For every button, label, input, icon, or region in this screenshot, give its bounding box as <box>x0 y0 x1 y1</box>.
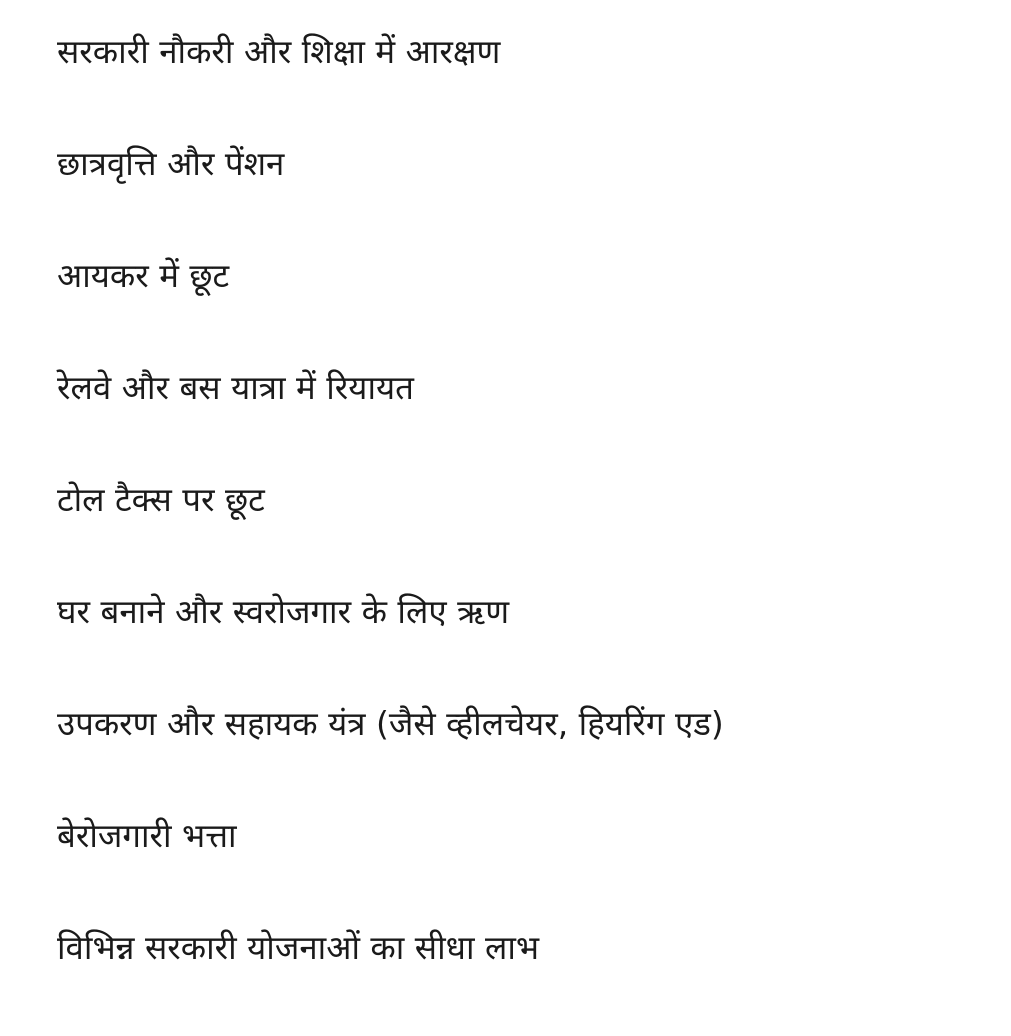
list-item: विभिन्न सरकारी योजनाओं का सीधा लाभ <box>57 928 540 967</box>
list-item: रेलवे और बस यात्रा में रियायत <box>57 368 414 407</box>
benefits-list <box>57 28 991 1036</box>
list-item: छात्रवृत्ति और पेंशन <box>57 144 285 183</box>
list-item: बेरोजगारी भत्ता <box>57 816 237 855</box>
list-item: उपकरण और सहायक यंत्र (जैसे व्हीलचेयर, हियरिंग एड) <box>57 704 724 743</box>
list-item: घर बनाने और स्वरोजगार के लिए ऋण <box>57 592 510 631</box>
list-item: सरकारी नौकरी और शिक्षा में आरक्षण <box>57 32 501 71</box>
list-item: आयकर में छूट <box>57 256 230 295</box>
list-item: टोल टैक्स पर छूट <box>57 480 265 519</box>
